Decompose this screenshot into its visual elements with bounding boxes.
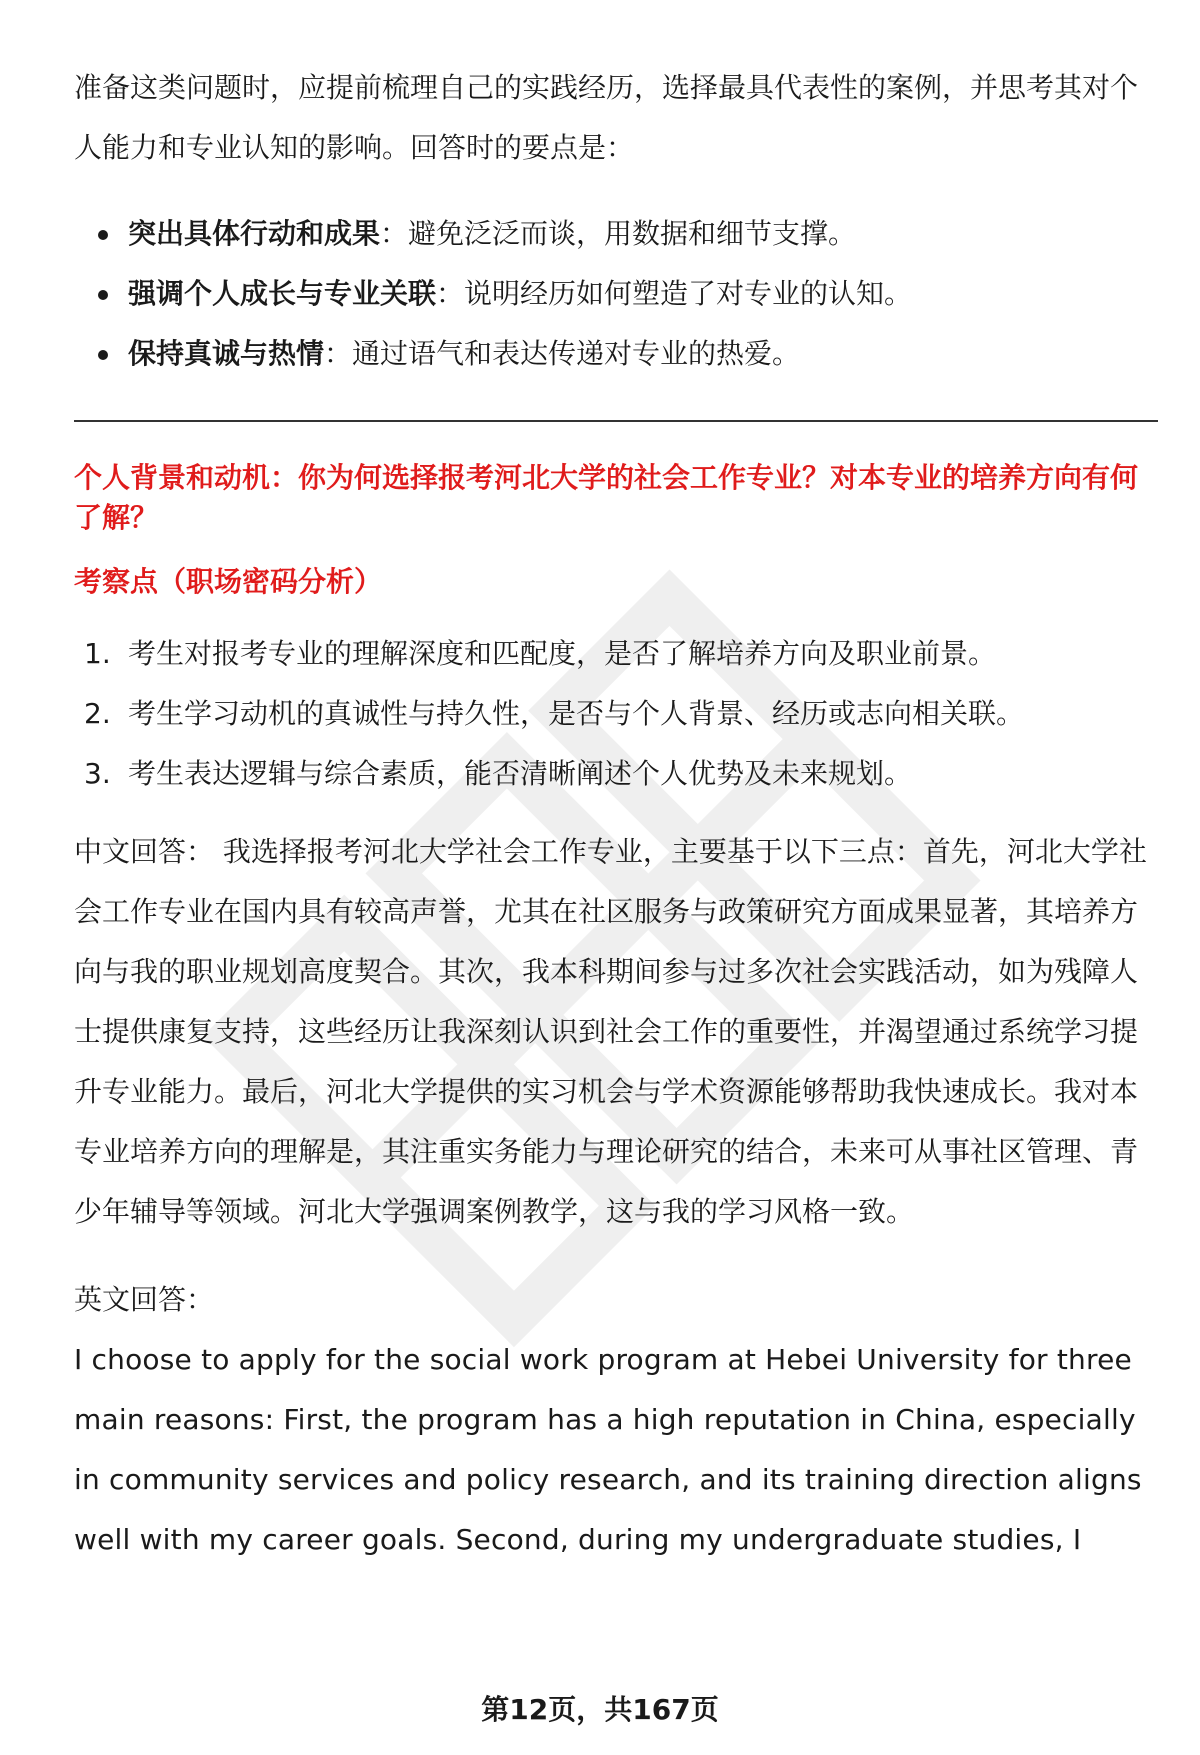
tip-label: 突出具体行动和成果 [128, 217, 381, 250]
tip-text: ：避免泛泛而谈，用数据和细节支撑。 [380, 217, 857, 250]
list-item [74, 684, 1154, 744]
chinese-answer: 中文回答： 我选择报考河北大学社会工作专业，主要基于以下三点：首先，河北大学社会工作专业在国内具有较高声誉，尤其在社区服务与政策研究方面成果显著，其培养方向与我的职业规划高度契合。其次，我本科期间参与过多次社会实践活动，如为残障人士提供康复支持，这些经历让我深刻认识到社会工作的重要性，并渴望通过系统学习提升专业能力。最后，河北大学提供的实习机会与学术资源能够帮助我快速成长。我对本专业培养方向的理解是，其注重实务能力与理论研究的结合，未来可从事社区管理、青少年辅导等领域。河北大学强调案例教学，这与我的学习风格一致。 [74, 835, 1147, 1228]
list-item [74, 204, 1154, 264]
points-list [74, 624, 1154, 804]
points-title: 考察点（职场密码分析） [74, 565, 383, 598]
english-answer: I choose to apply for the social work program at Hebei University for three main reasons: First, the program has a high reputation in China, especially in community services and policy research, and its training direction aligns well with my career goals. Second, during my undergraduate studies, I [74, 1343, 1142, 1556]
list-item [74, 324, 1154, 384]
tip-text: ：说明经历如何塑造了对专业的认知。 [436, 277, 913, 310]
tip-label: 保持真诚与热情 [128, 337, 325, 370]
section-divider [74, 420, 1158, 422]
question-heading: 个人背景和动机：你为何选择报考河北大学的社会工作专业？对本专业的培养方向有何了解？ [74, 461, 1139, 534]
item-text: 考生对报考专业的理解深度和匹配度，是否了解培养方向及职业前景。 [128, 637, 997, 670]
intro-paragraph: 准备这类问题时，应提前梳理自己的实践经历，选择最具代表性的案例，并思考其对个人能力和专业认知的影响。回答时的要点是： [74, 71, 1139, 164]
tips-list [74, 204, 1154, 384]
item-number: 1. [84, 637, 111, 670]
document-page [74, 58, 1154, 1570]
tip-text: ：通过语气和表达传递对专业的热爱。 [324, 337, 801, 370]
list-item [74, 744, 1154, 804]
page-number: 第12页，共167页 [481, 1693, 719, 1726]
list-item [74, 264, 1154, 324]
bullet-icon [98, 230, 108, 240]
bullet-icon [98, 350, 108, 360]
bullet-icon [98, 290, 108, 300]
item-text: 考生表达逻辑与综合素质，能否清晰阐述个人优势及未来规划。 [128, 757, 913, 790]
item-text: 考生学习动机的真诚性与持久性，是否与个人背景、经历或志向相关联。 [128, 697, 1025, 730]
list-item [74, 624, 1154, 684]
item-number: 2. [84, 697, 111, 730]
tip-label: 强调个人成长与专业关联 [128, 277, 437, 310]
english-answer-label: 英文回答： [74, 1283, 215, 1316]
item-number: 3. [84, 757, 111, 790]
